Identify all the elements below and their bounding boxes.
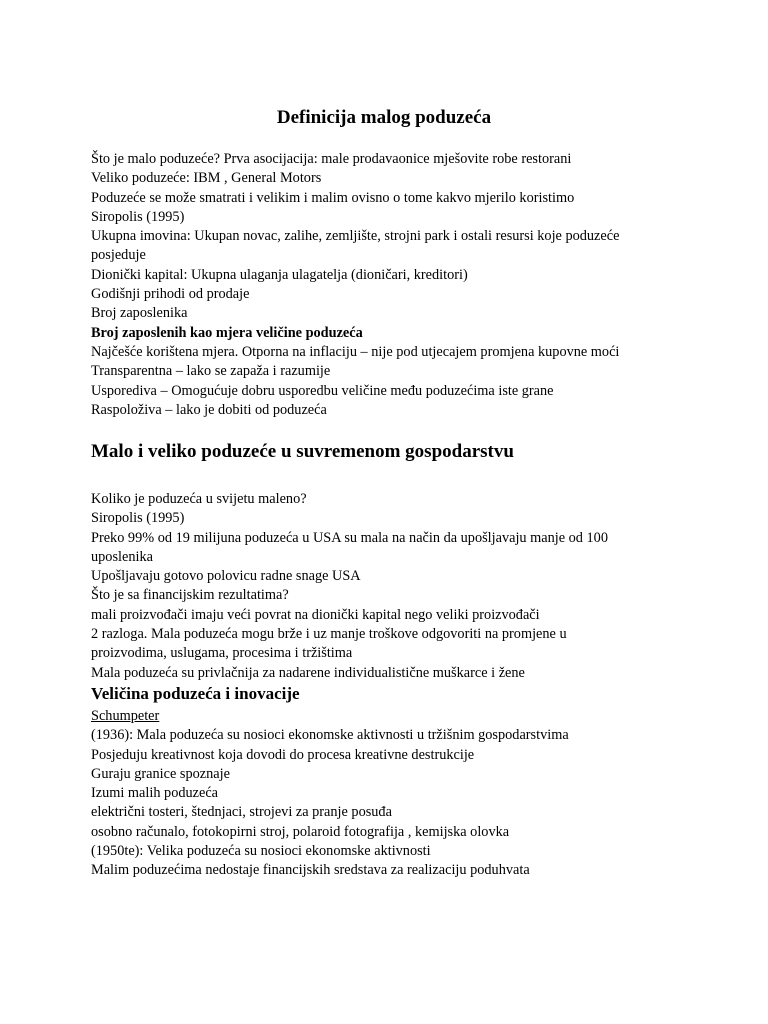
text-line: Izumi malih poduzeća <box>91 785 219 802</box>
section-heading-small-vs-large: Malo i veliko poduzeće u suvremenom gospodarstvu <box>91 441 514 462</box>
page-title: Definicija malog poduzeća <box>276 107 492 128</box>
text-line: Raspoloživa – lako je dobiti od poduzeća <box>91 401 327 418</box>
text-line: Guraju granice spoznaje <box>91 765 230 782</box>
text-line: Transparentna – lako se zapaža i razumije <box>91 363 331 380</box>
text-line: Godišnji prihodi od prodaje <box>91 286 250 303</box>
text-line: Siropolis (1995) <box>91 510 185 527</box>
text-line: mali proizvođači imaju veći povrat na dionički kapital nego veliki proizvođači <box>91 606 540 623</box>
text-line: Siropolis (1995) <box>91 208 185 225</box>
text-line: osobno računalo, fotokopirni stroj, polaroid fotografija , kemijska olovka <box>91 823 510 840</box>
text-line: Usporediva – Omogućuje dobru usporedbu veličine među poduzećima iste grane <box>91 382 554 399</box>
text-line: Poduzeće se može smatrati i velikim i malim ovisno o tome kakvo mjerilo koristimo <box>91 189 575 206</box>
text-line: Dionički kapital: Ukupna ulaganja ulagatelja (dioničari, kreditori) <box>91 266 468 283</box>
text-line: (1936): Mala poduzeća su nosioci ekonomske aktivnosti u tržišnim gospodarstvima <box>91 727 569 744</box>
text-line: (1950te): Velika poduzeća su nosioci ekonomske aktivnosti <box>91 843 431 860</box>
section-definition-body <box>91 150 691 420</box>
text-line: Mala poduzeća su privlačnija za nadarene individualistične muškarce i žene <box>91 664 525 681</box>
text-line: Što je malo poduzeće? Prva asocijacija: male prodavaonice mješovite robe restorani <box>91 151 572 167</box>
text-line: Broj zaposlenih kao mjera veličine poduzeća <box>91 324 363 341</box>
text-line: Malim poduzećima nedostaje financijskih sredstava za realizaciju poduhvata <box>91 862 530 879</box>
text-line: Schumpeter <box>91 708 160 724</box>
section-small-vs-large-body <box>91 490 691 683</box>
text-line: Upošljavaju gotovo polovicu radne snage USA <box>91 568 361 585</box>
section-size-innovation-body <box>91 707 691 881</box>
text-line: Broj zaposlenika <box>91 305 188 322</box>
text-line: električni tosteri, štednjaci, strojevi za pranje posuđa <box>91 804 392 821</box>
text-line: Veliko poduzeće: IBM , General Motors <box>91 170 322 187</box>
text-line: Ukupna imovina: Ukupan novac, zalihe, zemljište, strojni park i ostali resursi koje poduzeće <box>91 228 620 245</box>
text-line: uposlenika <box>91 548 153 565</box>
text-line: posjeduje <box>91 247 146 264</box>
text-line: Posjeduju kreativnost koja dovodi do procesa kreativne destrukcije <box>91 746 475 763</box>
text-line: Koliko je poduzeća u svijetu maleno? <box>91 491 307 507</box>
text-line: Što je sa financijskim rezultatima? <box>91 587 289 604</box>
text-line: Najčešće korištena mjera. Otporna na inflaciju – nije pod utjecajem promjena kupovne moći <box>91 343 620 360</box>
text-line: proizvodima, uslugama, procesima i tržištima <box>91 645 353 662</box>
section-heading-size-innovation: Veličina poduzeća i inovacije <box>91 684 300 703</box>
text-line: 2 razloga. Mala poduzeća mogu brže i uz manje troškove odgovoriti na promjene u <box>91 626 567 643</box>
text-line: Preko 99% od 19 milijuna poduzeća u USA su mala na način da upošljavaju manje od 100 <box>91 529 608 546</box>
